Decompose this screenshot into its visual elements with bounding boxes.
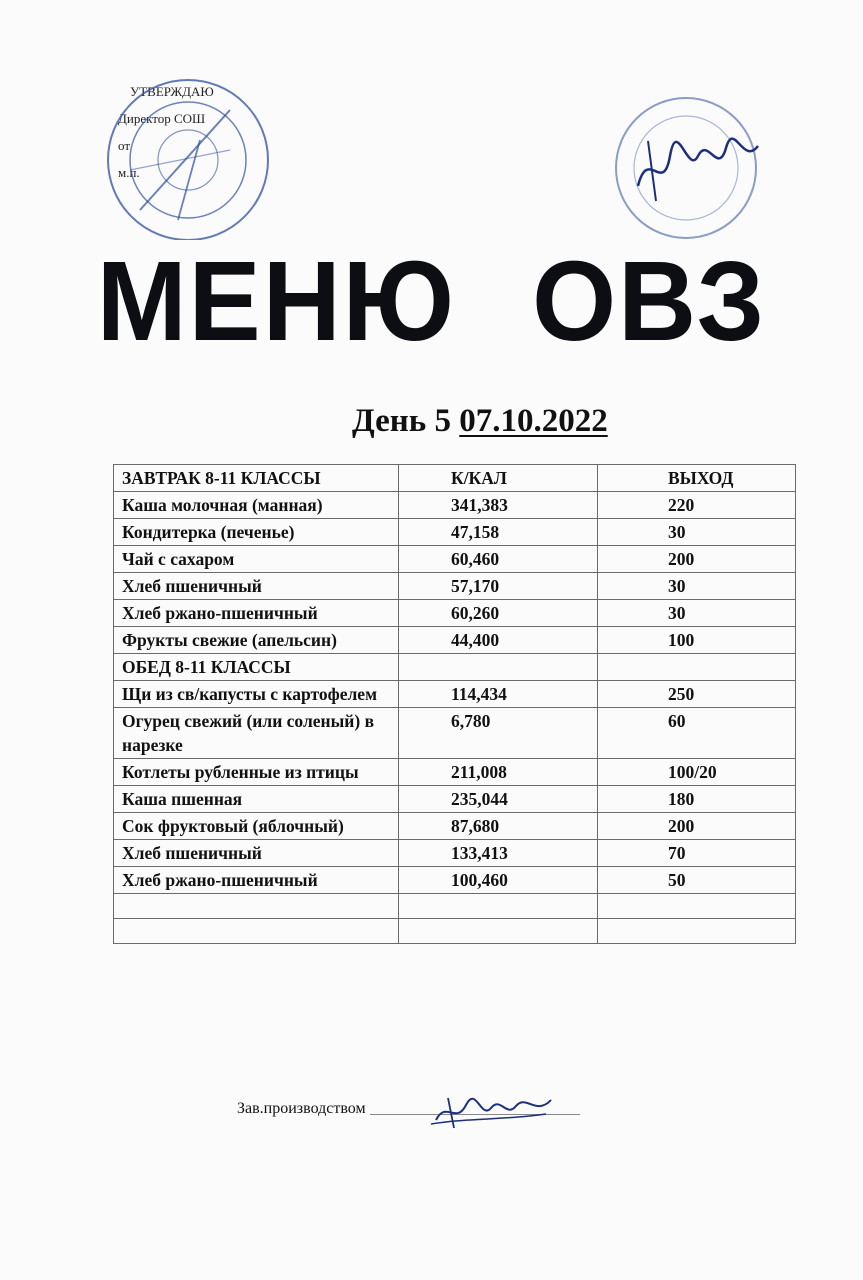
dish-name-cell: Хлеб пшеничный <box>114 840 399 867</box>
output-cell: 30 <box>598 573 796 600</box>
header-output: ВЫХОД <box>598 465 796 492</box>
menu-title <box>0 235 863 366</box>
title-word-menu: МЕНЮ <box>96 236 457 365</box>
day-date: 07.10.2022 <box>459 403 608 439</box>
dish-name-cell: Каша пшенная <box>114 786 399 813</box>
menu-table <box>113 464 796 944</box>
dish-name-cell: Фрукты свежие (апельсин) <box>114 627 399 654</box>
output-cell: 200 <box>598 813 796 840</box>
dish-name-cell: Каша молочная (манная) <box>114 492 399 519</box>
output-cell: 50 <box>598 867 796 894</box>
kcal-cell: 133,413 <box>399 840 598 867</box>
output-cell: 30 <box>598 519 796 546</box>
kcal-cell: 341,383 <box>399 492 598 519</box>
empty-row <box>114 919 796 944</box>
empty-cell <box>399 894 598 919</box>
dish-name-cell: Сок фруктовый (яблочный) <box>114 813 399 840</box>
empty-cell <box>598 654 796 681</box>
day-heading <box>352 403 608 440</box>
kcal-cell: 211,008 <box>399 759 598 786</box>
output-cell: 180 <box>598 786 796 813</box>
official-stamp-right <box>608 86 778 256</box>
output-cell: 30 <box>598 600 796 627</box>
header-kcal: К/КАЛ <box>399 465 598 492</box>
approval-title: УТВЕРЖДАЮ <box>130 84 214 99</box>
output-cell: 250 <box>598 681 796 708</box>
dish-name-cell: Щи из св/капусты с картофелем <box>114 681 399 708</box>
table-row <box>114 813 796 840</box>
table-row <box>114 840 796 867</box>
approval-date-label: от <box>118 138 131 153</box>
kcal-cell: 114,434 <box>399 681 598 708</box>
empty-cell <box>399 654 598 681</box>
empty-cell <box>598 894 796 919</box>
title-word-ovz: ОВЗ <box>532 236 767 365</box>
kcal-cell: 235,044 <box>399 786 598 813</box>
menu-table-body <box>114 465 796 944</box>
kcal-cell: 60,460 <box>399 546 598 573</box>
kcal-cell: 87,680 <box>399 813 598 840</box>
dish-name-cell: Хлеб ржано-пшеничный <box>114 600 399 627</box>
table-row <box>114 786 796 813</box>
output-cell: 200 <box>598 546 796 573</box>
dish-name-cell: Огурец свежий (или соленый) в нарезке <box>114 708 399 759</box>
official-stamp-left <box>100 70 270 240</box>
empty-cell <box>598 919 796 944</box>
empty-cell <box>114 919 399 944</box>
kcal-cell: 6,780 <box>399 708 598 759</box>
table-row <box>114 492 796 519</box>
table-row <box>114 627 796 654</box>
output-cell: 100 <box>598 627 796 654</box>
approval-seal-place: м.п. <box>118 165 140 180</box>
output-cell: 60 <box>598 708 796 759</box>
dish-name-cell: Кондитерка (печенье) <box>114 519 399 546</box>
kcal-cell: 100,460 <box>399 867 598 894</box>
output-cell: 100/20 <box>598 759 796 786</box>
table-row <box>114 600 796 627</box>
empty-cell <box>399 919 598 944</box>
kcal-cell: 57,170 <box>399 573 598 600</box>
output-cell: 70 <box>598 840 796 867</box>
dish-name-cell: Хлеб пшеничный <box>114 573 399 600</box>
table-header-row <box>114 465 796 492</box>
dish-name-cell: Котлеты рубленные из птицы <box>114 759 399 786</box>
table-row <box>114 546 796 573</box>
dish-name-cell: Хлеб ржано-пшеничный <box>114 867 399 894</box>
lunch-header-row <box>114 654 796 681</box>
day-label: День 5 <box>352 403 451 439</box>
table-row <box>114 759 796 786</box>
approval-director: Директор СОШ <box>118 111 206 126</box>
output-cell: 220 <box>598 492 796 519</box>
header-meal: ЗАВТРАК 8-11 КЛАССЫ <box>114 465 399 492</box>
kcal-cell: 47,158 <box>399 519 598 546</box>
table-row <box>114 708 796 759</box>
table-row <box>114 681 796 708</box>
empty-cell <box>114 894 399 919</box>
table-row <box>114 519 796 546</box>
dish-name-cell: Чай с сахаром <box>114 546 399 573</box>
footer-label: Зав.производством <box>237 1100 366 1117</box>
signature-icon <box>426 1080 566 1140</box>
kcal-cell: 60,260 <box>399 600 598 627</box>
table-row <box>114 573 796 600</box>
table-row <box>114 867 796 894</box>
empty-row <box>114 894 796 919</box>
kcal-cell: 44,400 <box>399 627 598 654</box>
lunch-header: ОБЕД 8-11 КЛАССЫ <box>114 654 399 681</box>
